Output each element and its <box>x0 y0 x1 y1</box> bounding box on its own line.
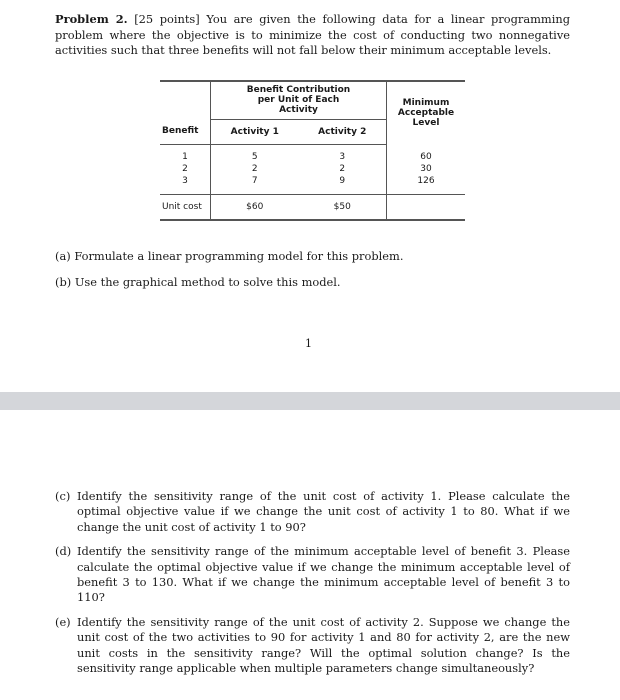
unit-cost-activity1: $60 <box>246 201 264 212</box>
part-a-label: (a) <box>55 249 71 263</box>
page-number: 1 <box>305 337 312 350</box>
part-d <box>55 544 570 606</box>
part-c-label: (c) <box>55 489 71 503</box>
a2-benefit-2: 2 <box>339 164 346 174</box>
activity1-column <box>211 144 299 194</box>
unit-cost-activity2: $50 <box>299 194 387 220</box>
part-c-text: Identify the sensitivity range of the unit cost of activity 1. Please calculate the optimal objective value if we change the unit cost of activity 1 to 80. What if we change the unit cost of activity 1 to 90? <box>77 489 570 534</box>
part-a <box>55 249 575 263</box>
part-b-label: (b) <box>55 275 72 289</box>
min-benefit-1: 60 <box>420 151 432 162</box>
activity2-column <box>299 144 387 194</box>
lp-data-table-wrapper <box>160 80 465 221</box>
activity1-header: Activity 1 <box>211 119 299 144</box>
a2-benefit-1: 3 <box>339 152 346 162</box>
part-e <box>55 615 570 677</box>
part-e-label: (e) <box>55 614 71 629</box>
problem-statement <box>55 12 570 59</box>
part-d-label: (d) <box>55 544 72 559</box>
activity2-header: Activity 2 <box>299 119 387 144</box>
part-c <box>55 489 570 535</box>
parts-page-1 <box>55 249 575 301</box>
min-benefit-2: 30 <box>420 163 432 174</box>
part-b-text: Use the graphical method to solve this model. <box>74 275 341 289</box>
a2-benefit-3: 9 <box>339 176 346 186</box>
part-e-text: Identify the sensitivity range of the unit cost of activity 2. Suppose we change the unit cost of the two activities to 90 for activity 1 and 80 for activity 2, are the new unit costs in the sensitivity range? Will the optimal solution change? Is the sensitivity range applicable when multiple parameters change simultaneously? <box>77 614 570 676</box>
benefit-header: Benefit <box>160 119 211 144</box>
min-benefit-3: 126 <box>417 175 435 186</box>
benefit-2: 2 <box>182 164 188 174</box>
a1-benefit-2: 2 <box>251 164 258 174</box>
problem-heading: Problem 2. <box>55 12 128 26</box>
part-d-text: Identify the sensitivity range of the minimum acceptable level of benefit 3. Please calculate the optimal objective value if we change the minimum acceptable level of benefit 3 to 130. What if we change the minimum acceptable level of benefit 3 to 110? <box>77 544 570 605</box>
lp-data-table <box>160 80 465 221</box>
page-2 <box>55 489 570 685</box>
unit-cost-label: Unit cost <box>160 194 211 220</box>
a1-benefit-1: 5 <box>251 152 258 162</box>
problem-points: [25 points] <box>134 12 200 26</box>
benefit-1: 1 <box>182 152 188 162</box>
benefit-column <box>160 144 211 194</box>
min-level-header: Minimum Acceptable Level <box>397 98 455 128</box>
part-b <box>55 275 575 289</box>
page-divider <box>0 392 620 410</box>
problem-text: You are given the following data for a linear programming problem where the objective is to minimize the cost of conducting two nonnegative activities such that three benefits will not fall below their minimum acceptable levels. <box>55 12 571 58</box>
benefit-3: 3 <box>182 176 188 186</box>
a1-benefit-3: 7 <box>251 176 258 186</box>
part-a-text: Formulate a linear programming model for this problem. <box>74 249 404 263</box>
group-header: Benefit Contribution per Unit of Each Activity <box>211 81 387 119</box>
min-level-column <box>387 144 466 194</box>
